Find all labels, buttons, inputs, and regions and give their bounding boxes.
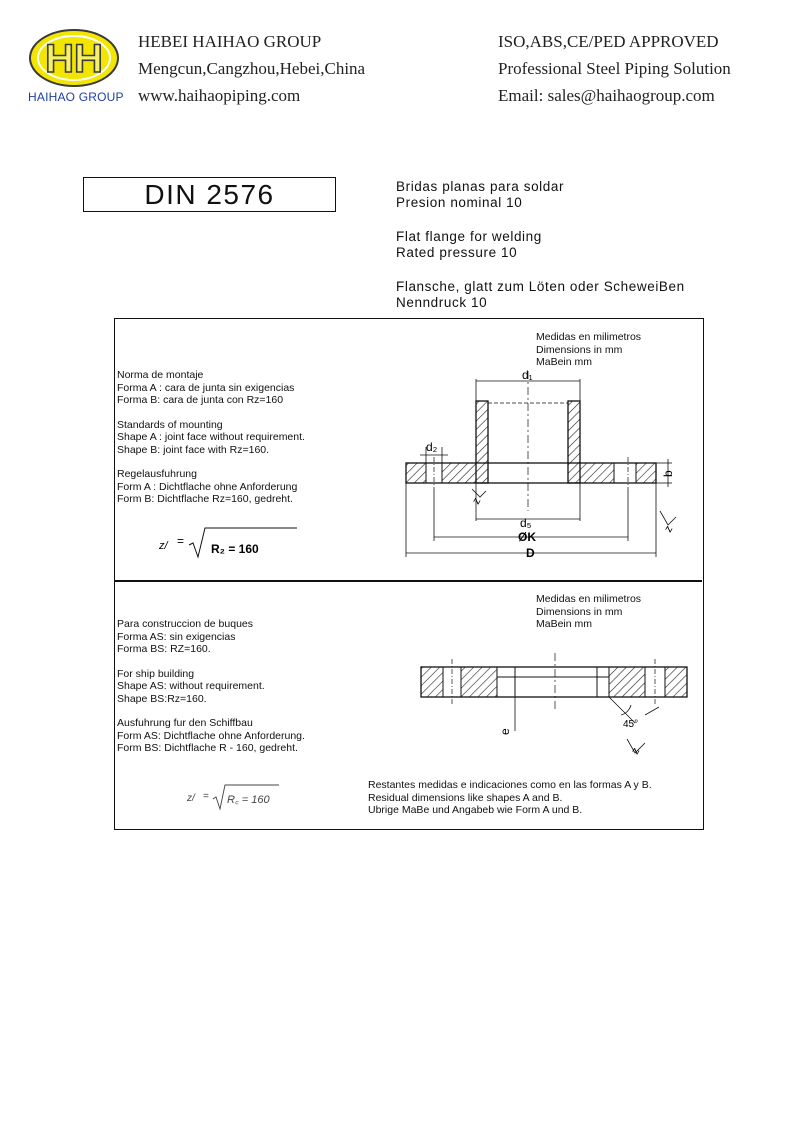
surface-mark-z1: z xyxy=(470,495,484,507)
notes-a xyxy=(117,369,305,506)
note-b-en-shape-as: Shape AS: without requirement. xyxy=(117,680,265,692)
note-a-de-form-a: Form A : Dichtflache ohne Anforderung xyxy=(117,480,298,493)
surface-mark-z2: z xyxy=(662,523,676,535)
note-b-en-title: For ship building xyxy=(117,667,195,680)
company-logo xyxy=(26,28,122,108)
svg-text:=: = xyxy=(203,791,209,802)
company-website[interactable]: www.haihaopiping.com xyxy=(138,86,301,105)
note-a-es-form-b: Forma B: cara de junta con Rz=160 xyxy=(117,394,284,406)
note-a-en-title: Standards of mounting xyxy=(117,418,223,431)
note-b-es-form-bs: Forma BS: RZ=160. xyxy=(117,643,211,655)
title-translations xyxy=(396,179,685,311)
translation-de-line2: Nenndruck 10 xyxy=(396,295,488,310)
company-address: Mengcun,Cangzhou,Hebei,China xyxy=(138,59,366,78)
units-b-es: Medidas en milimetros xyxy=(536,593,642,605)
dim-d-label: D xyxy=(526,546,535,560)
note-a-de-title: Regelausfuhrung xyxy=(117,468,197,480)
units-a-es: Medidas en milimetros xyxy=(536,331,642,343)
formula-b-z: z/ xyxy=(187,793,195,804)
logo-caption: HAIHAO GROUP xyxy=(28,90,124,104)
units-a-en: Dimensions in mm xyxy=(536,343,623,356)
company-email[interactable]: Email: sales@haihaogroup.com xyxy=(498,86,715,105)
note-a-en-shape-a: Shape A : joint face without requirement. xyxy=(117,431,305,443)
dim-e-label: e xyxy=(498,728,512,735)
flange-drawing-b xyxy=(415,649,695,759)
translation-de-line1: Flansche, glatt zum Löten oder ScheweiBen xyxy=(396,279,685,294)
translation-es-line1: Bridas planas para soldar xyxy=(396,179,565,194)
roughness-formula-a xyxy=(155,519,305,563)
approval-text: ISO,ABS,CE/PED APPROVED xyxy=(498,32,719,51)
surface-mark-z3: z xyxy=(629,745,643,757)
dim-d2-label: d₂ xyxy=(426,440,438,454)
note-a-en-shape-b: Shape B: joint face with Rz=160. xyxy=(117,443,270,456)
flange-drawing-a xyxy=(400,361,690,571)
dim-k-label: ØK xyxy=(518,530,536,544)
logo-letters: HH xyxy=(45,37,103,81)
formula-a-z: z/ xyxy=(159,540,168,552)
dim-d1-label: d₁ xyxy=(522,368,533,382)
note-b-es-form-as: Forma AS: sin exigencias xyxy=(117,630,236,643)
notes-b xyxy=(117,618,305,755)
note-a-de-form-b: Form B: Dichtflache Rz=160, gedreht. xyxy=(117,493,293,505)
angle-label: 45° xyxy=(623,719,639,730)
dim-b-label: b xyxy=(661,470,675,477)
units-b-de: MaBein mm xyxy=(536,618,593,630)
translation-en-line1: Flat flange for welding xyxy=(396,229,542,244)
footer-note-de: Ubrige MaBe und Angabeb wie Form A und B. xyxy=(368,804,583,816)
footer-note-en: Residual dimensions like shapes A and B. xyxy=(368,791,563,804)
note-b-es-title: Para construccion de buques xyxy=(117,618,254,630)
tagline: Professional Steel Piping Solution xyxy=(498,59,731,78)
note-b-de-form-as: Form AS: Dichtflache ohne Anforderung. xyxy=(117,729,305,742)
note-a-es-title: Norma de montaje xyxy=(117,369,204,381)
units-a-de: MaBein mm xyxy=(536,356,593,368)
note-a-es-form-a: Forma A : cara de junta sin exigencias xyxy=(117,381,295,394)
units-b-en: Dimensions in mm xyxy=(536,605,623,618)
roughness-formula-b xyxy=(183,779,293,813)
formula-a-text: R₂ = 160 xyxy=(211,542,259,556)
dim-d5-label: d₅ xyxy=(520,516,532,530)
note-b-de-form-bs: Form BS: Dichtflache R - 160, gedreht. xyxy=(117,742,298,754)
standard-title-box xyxy=(83,177,336,212)
svg-text:=: = xyxy=(177,534,185,548)
translation-en-line2: Rated pressure 10 xyxy=(396,245,518,260)
units-b xyxy=(536,593,641,631)
note-b-en-shape-bs: Shape BS:Rz=160. xyxy=(117,692,207,705)
footer-note-es: Restantes medidas e indicaciones como en las formas A y B. xyxy=(368,779,652,791)
footer-notes xyxy=(368,779,652,817)
note-b-de-title: Ausfuhrung fur den Schiffbau xyxy=(117,717,253,729)
formula-b-text: R꜀ = 160 xyxy=(227,794,270,806)
spec-panel xyxy=(114,318,704,830)
panel-divider xyxy=(115,580,702,582)
standard-title: DIN 2576 xyxy=(144,178,275,210)
logo-emblem xyxy=(26,28,122,90)
company-name: HEBEI HAIHAO GROUP xyxy=(138,32,322,51)
translation-es-line2: Presion nominal 10 xyxy=(396,195,523,210)
